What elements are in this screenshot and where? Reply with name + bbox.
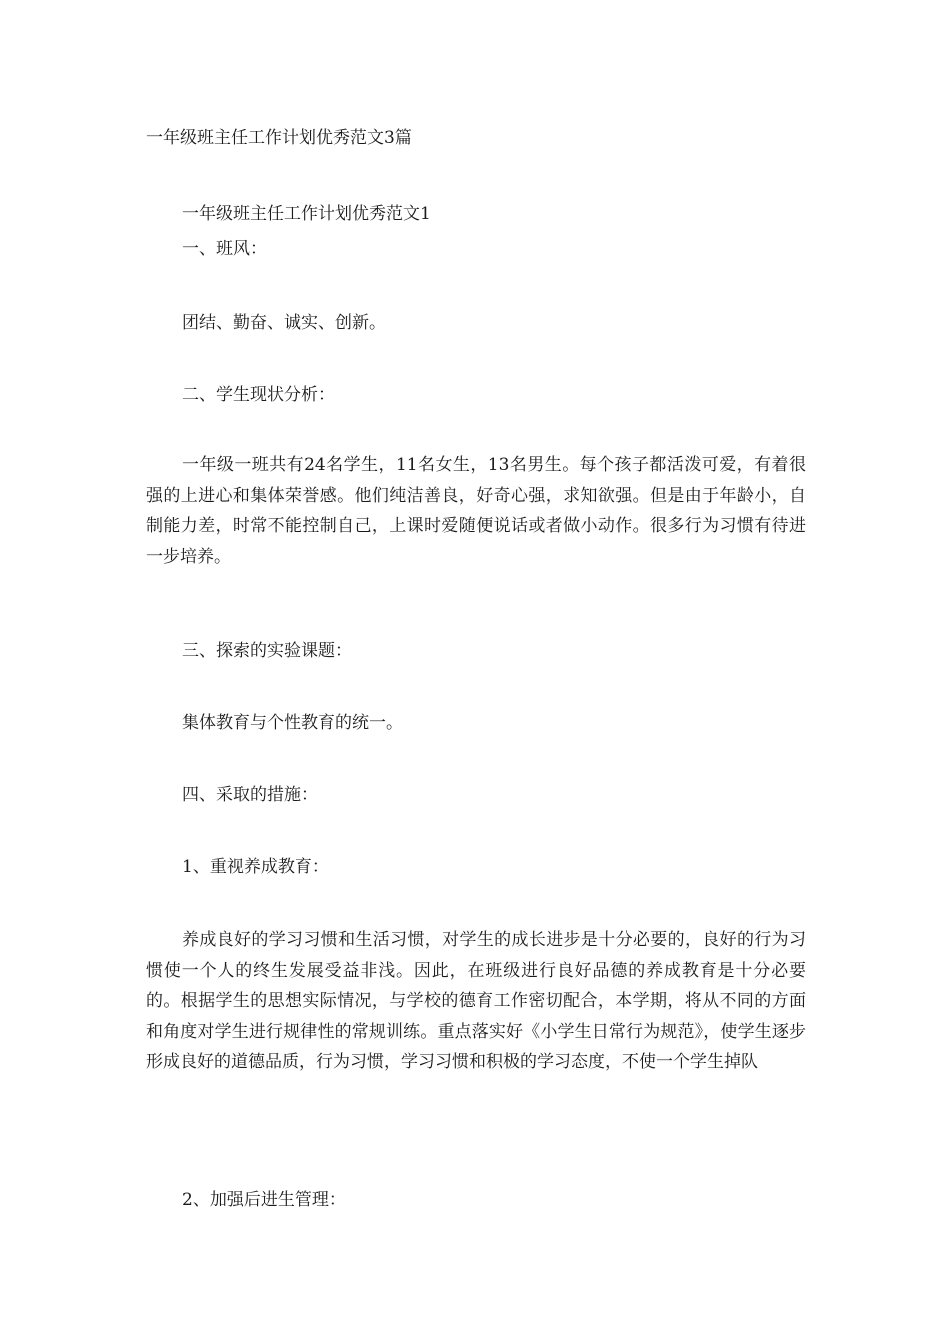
section-heading-experiment: 三、探索的实验课题： — [182, 641, 352, 661]
student-analysis-paragraph: 一年级一班共有24名学生，11名女生，13名男生。每个孩子都活泼可爱，有着很强的上进心和集体荣誉感。他们纯洁善良，好奇心强，求知欲强。但是由于年龄小，自制能力差，时常不能控制自己，上课时爱随便说话或者做小动作。很多行为习惯有待进一步培养。 — [146, 455, 806, 567]
measure-2-heading: 2、加强后进生管理： — [182, 1190, 346, 1210]
document-title: 一年级班主任工作计划优秀范文3篇 — [146, 128, 412, 148]
section-heading-measures: 四、采取的措施： — [182, 785, 318, 805]
section-heading-class-style: 一、班风： — [182, 239, 267, 259]
measure-1-heading: 1、重视养成教育： — [182, 857, 329, 877]
class-style-text: 团结、勤奋、诚实、创新。 — [182, 313, 386, 333]
experiment-text: 集体教育与个性教育的统一。 — [182, 713, 403, 733]
measure-1-paragraph: 养成良好的学习习惯和生活习惯，对学生的成长进步是十分必要的，良好的行为习惯使一个人的终生发展受益非浅。因此，在班级进行良好品德的养成教育是十分必要的。根据学生的思想实际情况，与学校的德育工作密切配合，本学期，将从不同的方面和角度对学生进行规律性的常规训练。重点落实好《小学生日常行为规范》，使学生逐步形成良好的道德品质，行为习惯，学习习惯和积极的学习态度，不使一个学生掉队 — [146, 930, 806, 1073]
section-heading-student-analysis: 二、学生现状分析： — [182, 385, 335, 405]
document-subtitle: 一年级班主任工作计划优秀范文1 — [182, 204, 431, 224]
